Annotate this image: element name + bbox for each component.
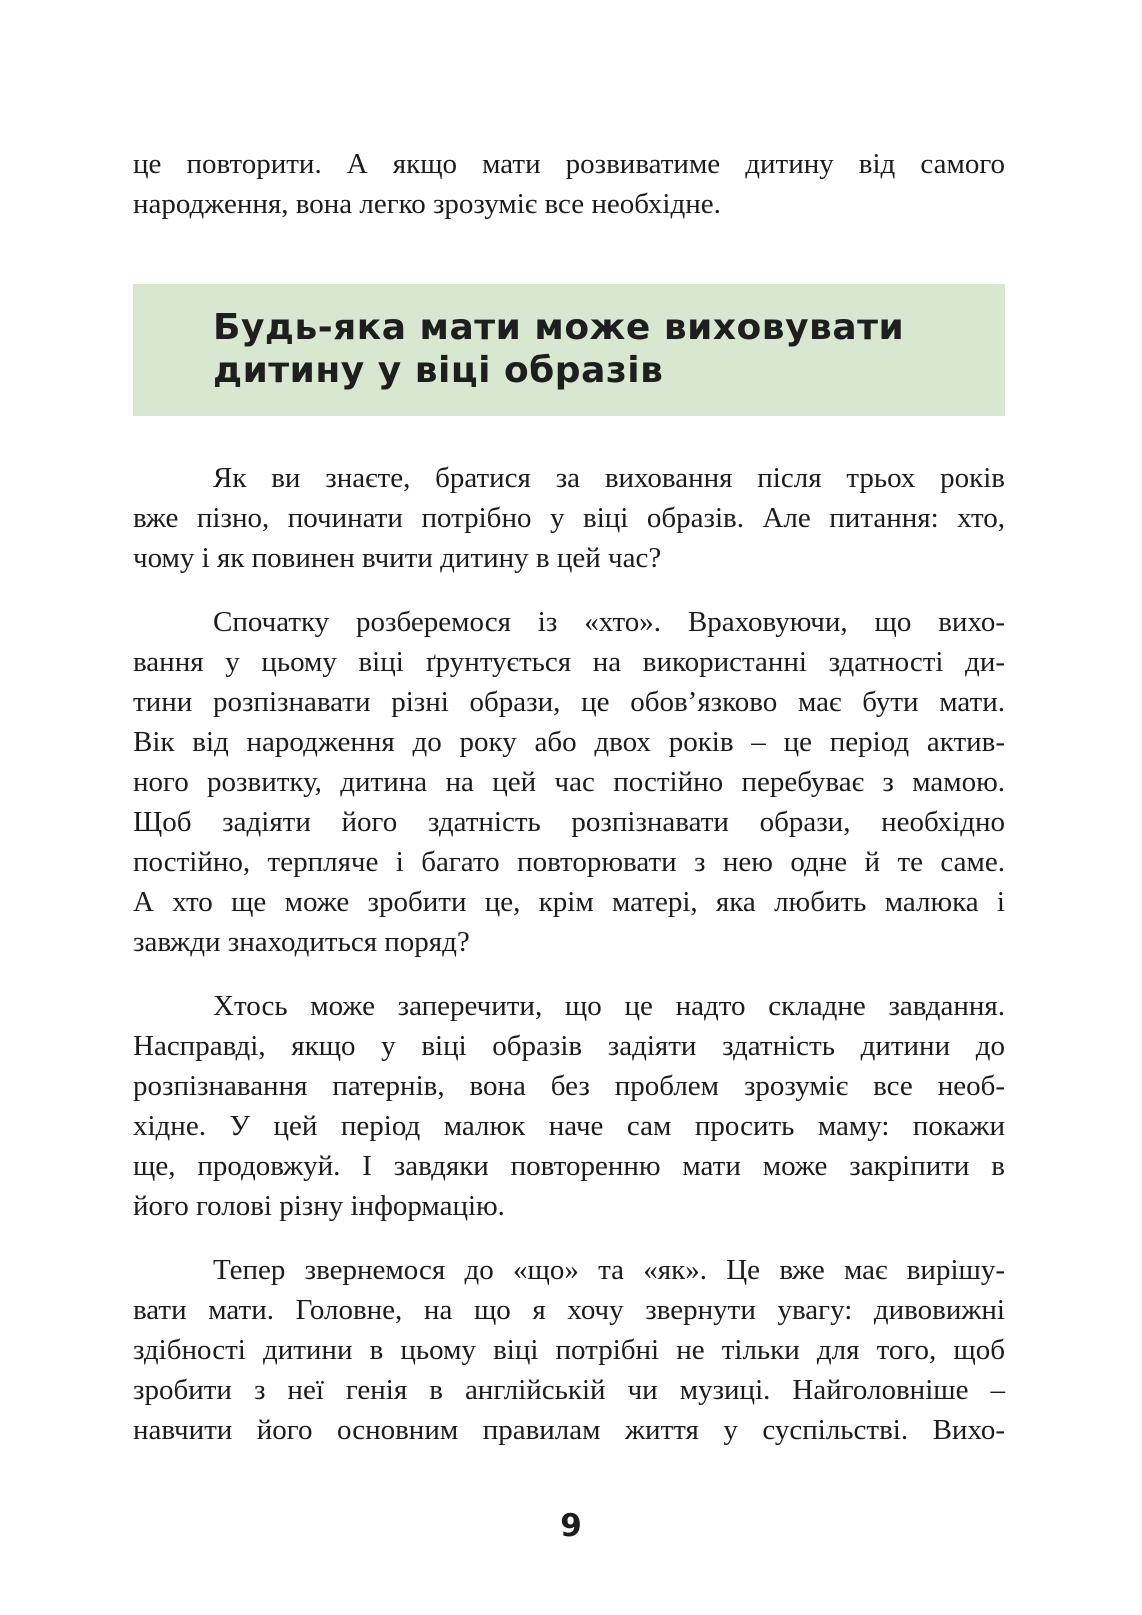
text-line: Тепер звернемося до «що» та «як». Це вже має вирішу-	[213, 1254, 1005, 1286]
paragraph	[133, 602, 1005, 962]
text-line: його голові різну інформацію.	[133, 1190, 505, 1222]
text-line: Щоб задіяти його здатність розпізнавати образи, необхідно	[133, 806, 1005, 838]
paragraph	[133, 1250, 1005, 1450]
paragraph	[133, 458, 1005, 578]
text-line: чому і як повинен вчити дитину в цей час?	[133, 542, 662, 574]
text-line: Насправді, якщо у віці образів задіяти здатність дитини до	[133, 1030, 1005, 1062]
text-line: А хто ще може зробити це, крім матері, яка любить малюка і	[133, 886, 1005, 918]
text-line: вати мати. Головне, на що я хочу звернути увагу: дивовижні	[133, 1294, 1005, 1326]
section-heading-line: Будь-яка мати може виховувати	[213, 307, 905, 348]
text-line: тини розпізнавати різні образи, це обов’язково має бути мати.	[133, 686, 1005, 718]
section-heading	[213, 306, 904, 392]
page-number: 9	[560, 1508, 582, 1544]
text-line: зробити з неї генія в англійській чи музиці. Найголовніше –	[133, 1374, 1005, 1406]
text-line: здібності дитини в цьому віці потрібні не тільки для того, щоб	[133, 1334, 1005, 1366]
text-line: вже пізно, починати потрібно у віці образів. Але питання: хто,	[133, 502, 1005, 534]
text-line: розпізнавання патернів, вона без проблем зрозуміє все необ-	[133, 1070, 1005, 1102]
text-line: Спочатку розберемося із «хто». Враховуючи, що вихо-	[213, 606, 1005, 638]
text-line: вання у цьому віці ґрунтується на використанні здатності ди-	[133, 646, 1005, 678]
text-line: народження, вона легко зрозуміє все необхідне.	[133, 188, 721, 220]
text-line: завжди знаходиться поряд?	[133, 926, 470, 958]
section-heading-box	[133, 284, 1005, 416]
text-line: хідне. У цей період малюк наче сам просить маму: покажи	[133, 1110, 1005, 1142]
text-line: постійно, терпляче і багато повторювати з нею одне й те саме.	[133, 846, 1005, 878]
intro-paragraph	[133, 144, 1005, 224]
section-heading-line: дитину у віці образів	[213, 350, 664, 391]
text-line: навчити його основним правилам життя у суспільстві. Вихо-	[133, 1414, 1005, 1446]
text-line: ще, продовжуй. І завдяки повторенню мати може закріпити в	[133, 1150, 1005, 1182]
text-line: це повторити. А якщо мати розвиватиме дитину від самого	[133, 148, 1005, 180]
text-line: Вік від народження до року або двох років – це період актив-	[133, 726, 1005, 758]
paragraph	[133, 986, 1005, 1226]
text-line: Як ви знаєте, братися за виховання після трьох років	[213, 462, 1005, 494]
text-line: ного розвитку, дитина на цей час постійно перебуває з мамою.	[133, 766, 1005, 798]
text-line: Хтось може заперечити, що це надто складне завдання.	[213, 990, 1005, 1022]
